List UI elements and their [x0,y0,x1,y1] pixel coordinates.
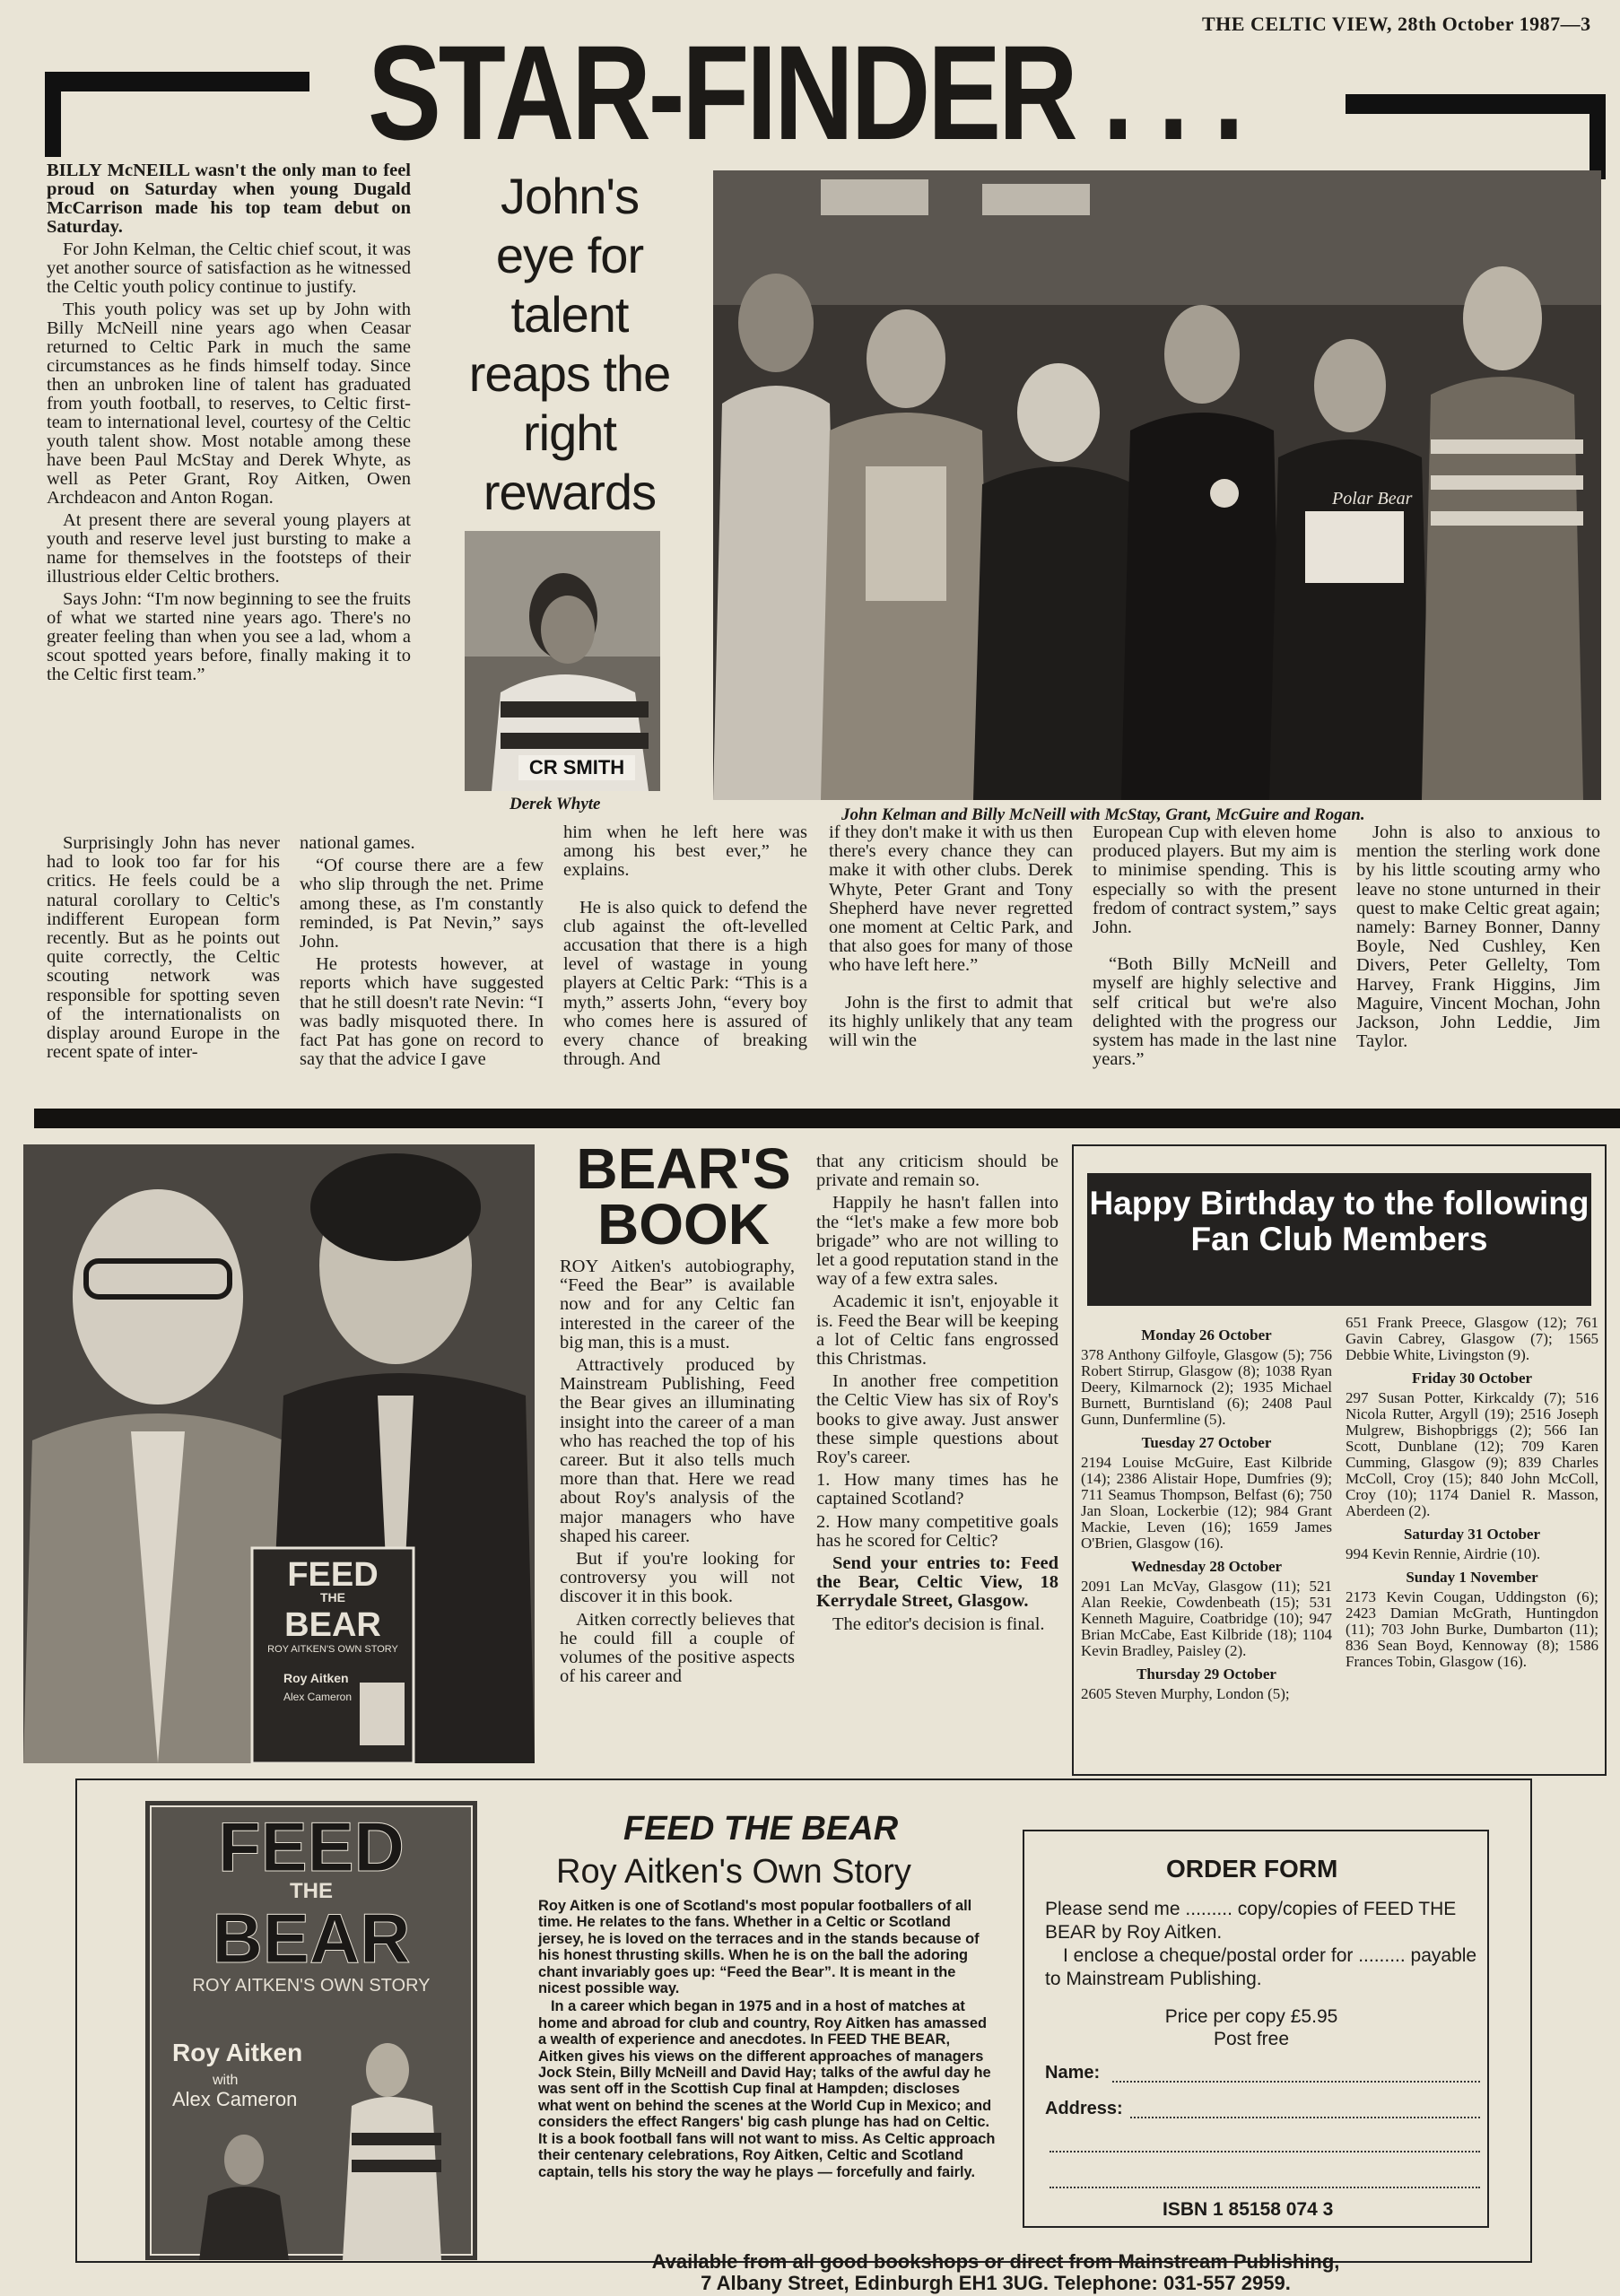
svg-text:THE: THE [290,1879,333,1903]
svg-text:Roy Aitken: Roy Aitken [283,1671,349,1685]
order-form-title: ORDER FORM [1166,1855,1338,1883]
photo-caption-group: John Kelman and Billy McNeill with McStay, Grant, McGuire and Rogan. [841,805,1365,824]
order-address-label: Address: [1045,2099,1123,2118]
birthday-day: Monday 26 October [1141,1326,1272,1344]
lead-body-paragraph: At present there are several young players at youth and reserve level just bursting to make a name for themselves in the footsteps of their illustrious elder Celtic brothers. [47,510,411,587]
birthday-day: Sunday 1 November [1406,1569,1538,1586]
advert-paragraph: Roy Aitken is one of Scotland's most popular footballers of all time. He relates to the fans. Whether in a Celtic or Scotland jersey, he is loved on the terraces and in the stands because of his honest thrusting skills. When he is on the ball the adoring chant invariably goes up: “Feed the Bear”. It is meant in the nicest possible way. [538,1898,980,1997]
birthday-names: 297 Susan Potter, Kirkcaldy (7); 516 Nicola Rutter, Argyll (19); 2516 Joseph Mulgrew, Bishopbriggs (2); 566 Ian Scott, Dunblane (12); 709 Karen Cumming, Glasgow (9); 839 Charles McColl, Croy (15); 840 John McColl, Croy (10); 1174 Daniel R. Masson, Aberdeen (2). [1346,1389,1598,1519]
book-cover-small [252,1548,414,1763]
svg-text:ROY AITKEN'S OWN STORY: ROY AITKEN'S OWN STORY [192,1976,431,1996]
birthday-names: 2605 Steven Murphy, London (5); [1081,1685,1290,1702]
advert-title: FEED THE BEAR [623,1810,899,1848]
svg-text:Alex Cameron: Alex Cameron [283,1691,353,1703]
svg-text:FEED: FEED [217,1807,405,1886]
birthday-day: Thursday 29 October [1137,1665,1276,1683]
column-paragraph: Aitken correctly believes that he could fill a couple of volumes of the positive aspects of his career and [560,1609,795,1687]
svg-text:BEAR: BEAR [284,1606,381,1644]
order-form-line2: I enclose a cheque/postal order for ......... payable to Mainstream Publishing. [1045,1945,1477,1989]
story-column-3 [563,823,807,1073]
headline-bracket-left [45,72,309,91]
column-paragraph: 2. How many competitive goals has he scored for Celtic? [816,1511,1058,1551]
headline-bracket-right-vertical [1590,94,1606,179]
order-postage-line: Post free [1213,2029,1290,2049]
birthday-day: Wednesday 28 October [1130,1558,1283,1575]
book-cover-image [145,1801,477,2260]
sweater-text: Polar Bear [1332,489,1413,509]
story-column-5 [1093,823,1337,1073]
aitken-book-photo [23,1144,535,1763]
advert-subtitle: Roy Aitken's Own Story [556,1853,911,1891]
bears-book-column-2 [816,1152,1058,1638]
story-subhead: John's eye for talent reaps the right rewards [468,168,671,520]
column-paragraph: Happily he hasn't fallen into the “let's make a few more bob brigade” who are not willing to let a good reputation stand in the way of a few extra sales. [816,1193,1058,1290]
birthday-day: Tuesday 27 October [1141,1434,1272,1451]
order-isbn: ISBN 1 85158 074 3 [1163,2199,1334,2220]
birthday-names: 994 Kevin Rennie, Airdrie (10). [1346,1545,1541,1562]
advert-body [538,1898,996,2182]
svg-text:BEAR: BEAR [212,1899,411,1978]
story-column-6 [1356,823,1600,1055]
column-paragraph: But if you're looking for controversy you will not discover it in this book. [560,1549,795,1607]
svg-text:Alex Cameron: Alex Cameron [172,2088,298,2110]
derek-whyte-photo [465,531,660,791]
advert-footer-line1: Available from all good bookshops or direct from Mainstream Publishing, [651,2250,1340,2273]
lead-body-paragraph: This youth policy was set up by John with Billy McNeill nine years ago when Ceasar returned to Celtic Park in much the same circumstances as he finds himself today. Since then an unbroken line of talent has graduated from youth football, to reserves, to Celtic first-team to international level, courtesy of the Celtic youth talent show. Most notable among these have been Paul McStay and Derek Whyte, as well as Peter Grant, Roy Aitken, Owen Archdeacon and Anton Rogan. [47,300,411,508]
shirt-sponsor-text: CR SMITH [528,756,625,778]
advert-paragraph: In a career which began in 1975 and in a host of matches at home and abroad for club and country, Roy Aitken has amassed a wealth of experience and anecdotes. In FEED THE BEAR, Aitken gives his views on the different approaches of managers Jock Stein, Billy McNeill and David Hay; talks of the awful day he was sent off in the Scottish Cup final at Hampden; discloses what went on behind the scenes at the World Cup in Mexico; and considers the effect Rangers' big cash plunge has had on Celtic. It is a book football fans will not want to miss. As Celtic approach their centenary celebrations, Roy Aitken, Celtic and Scotland captain, tells his story the way he plays — forcefully and fairly. [538,1998,996,2180]
order-address-field-2[interactable] [1050,2151,1480,2152]
order-address-field-3[interactable] [1050,2187,1480,2188]
column-paragraph: Academic it isn't, enjoyable it is. Feed the Bear will be keeping a lot of Celtic fans engrossed this Christmas. [816,1292,1058,1370]
page-headline: STAR-FINDER . . . [368,17,1241,168]
column-paragraph: him when he left here was among his best ever,” he explains. [563,822,807,881]
order-form-price [1121,2005,1381,2050]
order-address-field-1[interactable] [1130,2117,1480,2118]
svg-text:THE: THE [320,1590,345,1605]
birthday-column-2 [1346,1314,1598,1674]
birthday-names: 2173 Kevin Cougan, Uddingston (6); 2423 Damian McGrath, Huntingdon (11); 703 John Burke, Dumbarton (11); 836 Sean Boyd, Kennoway (8); 1586 Frances Tobin, Glasgow (16). [1346,1588,1598,1670]
column-paragraph: 1. How many times has he captained Scotland? [816,1470,1058,1509]
column-paragraph: ROY Aitken's autobiography, “Feed the Bear” is available now and for any Celtic fan interested in the career of the big man, this is a must. [560,1257,795,1352]
photo-caption-whyte: Derek Whyte [510,795,601,813]
order-name-label: Name: [1045,2063,1101,2083]
column-paragraph: “Of course there are a few who slip through the net. Prime among these, as I'm constantly reminded, is Pat Nevin,” says John. [300,856,544,952]
bears-book-title-line1: BEAR'S [576,1136,791,1201]
story-column-2 [300,834,544,1073]
svg-text:FEED: FEED [287,1556,379,1594]
svg-text:with: with [213,2073,239,2088]
story-column-1 [47,834,280,1065]
column-paragraph: John is the first to admit that its highly unlikely that any team will win the [829,992,1073,1051]
column-paragraph: Send your entries to: Feed the Bear, Celtic View, 18 Kerrydale Street, Glasgow. [816,1553,1058,1612]
column-paragraph: European Cup with eleven home produced players. But my aim is to minimise spending. This is especially so with the present fredom of contract system,” says John. [1093,822,1337,938]
bears-book-title-line2: BOOK [597,1192,770,1257]
birthday-day: Friday 30 October [1411,1370,1533,1387]
bears-book-title [567,1136,800,1257]
masthead: THE CELTIC VIEW, 28th October 1987—3 [1202,13,1591,35]
svg-text:Roy Aitken: Roy Aitken [172,2039,303,2066]
birthday-heading: Happy Birthday to the following Fan Club Members [1087,1173,1591,1306]
section-divider [34,1109,1620,1128]
column-paragraph: Surprisingly John has never had to look too far for his critics. He feels could be a natural corollary to Celtic's indifferent European form recently. But as he points out quite correctly, the Celtic scouting network was responsible for spotting seven of the internationalists on display around Europe in the recent spate of inter- [47,833,280,1063]
svg-text:ROY AITKEN'S OWN STORY: ROY AITKEN'S OWN STORY [267,1644,398,1655]
lead-column [47,161,411,688]
order-name-field[interactable] [1112,2081,1480,2083]
order-form-text [1045,1898,1485,1991]
birthday-names: 378 Anthony Gilfoyle, Glasgow (5); 756 Robert Stirrup, Glasgow (8); 1038 Ryan Deery, Kilmarnock (2); 1935 Michael Burnett, Burntisland (6); 2408 Paul Gunn, Dunfermline (5). [1081,1346,1332,1428]
story-column-4 [829,823,1073,1054]
column-paragraph: He is also quick to defend the club against the oft-levelled accusation that there is a high level of wastage in young players at Celtic Park: “This is a myth,” asserts John, “every boy who comes here is assured of every chance of breaking through. And [563,897,807,1070]
headline-bracket-right [1346,94,1606,114]
birthday-names: 2194 Louise McGuire, East Kilbride (14); 2386 Alistair Hope, Dumfries (9); 711 Seamus Thompson, Belfast (6); 750 Jan Sloan, Lockerbie (12); 984 Grant Mackie, Leven (16); 1659 James O'Brien, Glasgow (16). [1081,1454,1332,1552]
advert-footer-line2: 7 Albany Street, Edinburgh EH1 3UG. Telephone: 031-557 2959. [701,2272,1291,2294]
birthday-column-1 [1081,1320,1332,1706]
lead-body-paragraph: Says John: “I'm now beginning to see the fruits of what we started nine years ago. There's no greater feeling than when you see a lad, whom a scout spotted years before, finally making it to the Celtic first team.” [47,589,411,684]
bears-book-column-1 [560,1257,795,1690]
birthday-names: 651 Frank Preece, Glasgow (12); 761 Gavin Cabrey, Glasgow (7); 1565 Debbie White, Livingston (9). [1346,1314,1598,1363]
order-form-line1: Please send me ......... copy/copies of FEED THE BEAR by Roy Aitken. [1045,1899,1457,1943]
column-paragraph: that any criticism should be private and remain so. [816,1152,1058,1191]
column-paragraph: national games. [300,833,415,853]
birthday-names: 2091 Lan McVay, Glasgow (11); 521 Alan Reekie, Cowdenbeath (15); 531 Kenneth Maguire, Coatbridge (10); 947 Brian McCabe, East Kilbride (18); 1104 Kevin Bradley, Paisley (2). [1081,1578,1332,1659]
column-paragraph: He protests however, at reports which have suggested that he still doesn't rate Nevin: “I was badly misquoted there. In fact Pat has gone on record to say that the advice I gave [300,954,544,1070]
lead-paragraph: BILLY McNEILL wasn't the only man to feel proud on Saturday when young Dugald McCarrison made his top team debut on Saturday. [47,161,411,237]
advert-footer [502,2251,1489,2294]
column-paragraph: The editor's decision is final. [832,1613,1045,1634]
column-paragraph: if they don't make it with us then there's every chance they can make it with other clubs. Derek Whyte, Peter Grant and Tony Shepherd have never regretted one moment at Celtic Park, and that also goes for many of those who have left here.” [829,822,1073,976]
lead-body-paragraph: For John Kelman, the Celtic chief scout, it was yet another source of satisfaction as he witnessed the Celtic youth policy continue to justify. [47,239,411,297]
column-paragraph: “Both Billy McNeill and myself are highly selective and self critical but we're also delighted with the progress our system has made in the last nine years.” [1093,954,1337,1070]
order-price-line: Price per copy £5.95 [1164,2006,1338,2027]
column-paragraph: In another free competition the Celtic View has six of Roy's books to give away. Just answer these simple questions about Roy's career. [816,1371,1058,1468]
group-photo [713,170,1601,800]
column-paragraph: John is also to anxious to mention the sterling work done by his little scouting army who leave no stone unturned in their quest to make Celtic great again; namely: Barney Bonner, Danny Boyle, Ned Cushley, Ken Divers, Peter Gellelty, Tom Harvey, Frank Higgins, Jim Maguire, Vincent Mochan, John Jackson, John Leddie, Jim Taylor. [1356,822,1600,1052]
headline-bracket-left-vertical [45,72,61,157]
column-paragraph: Attractively produced by Mainstream Publishing, Feed the Bear gives an illuminating insight into the career of a man who has reached the top of his career. But it also tells much more than that. Here we read about Roy's analysis of the major managers who have shaped his career. [560,1355,795,1546]
birthday-day: Saturday 31 October [1403,1526,1541,1543]
